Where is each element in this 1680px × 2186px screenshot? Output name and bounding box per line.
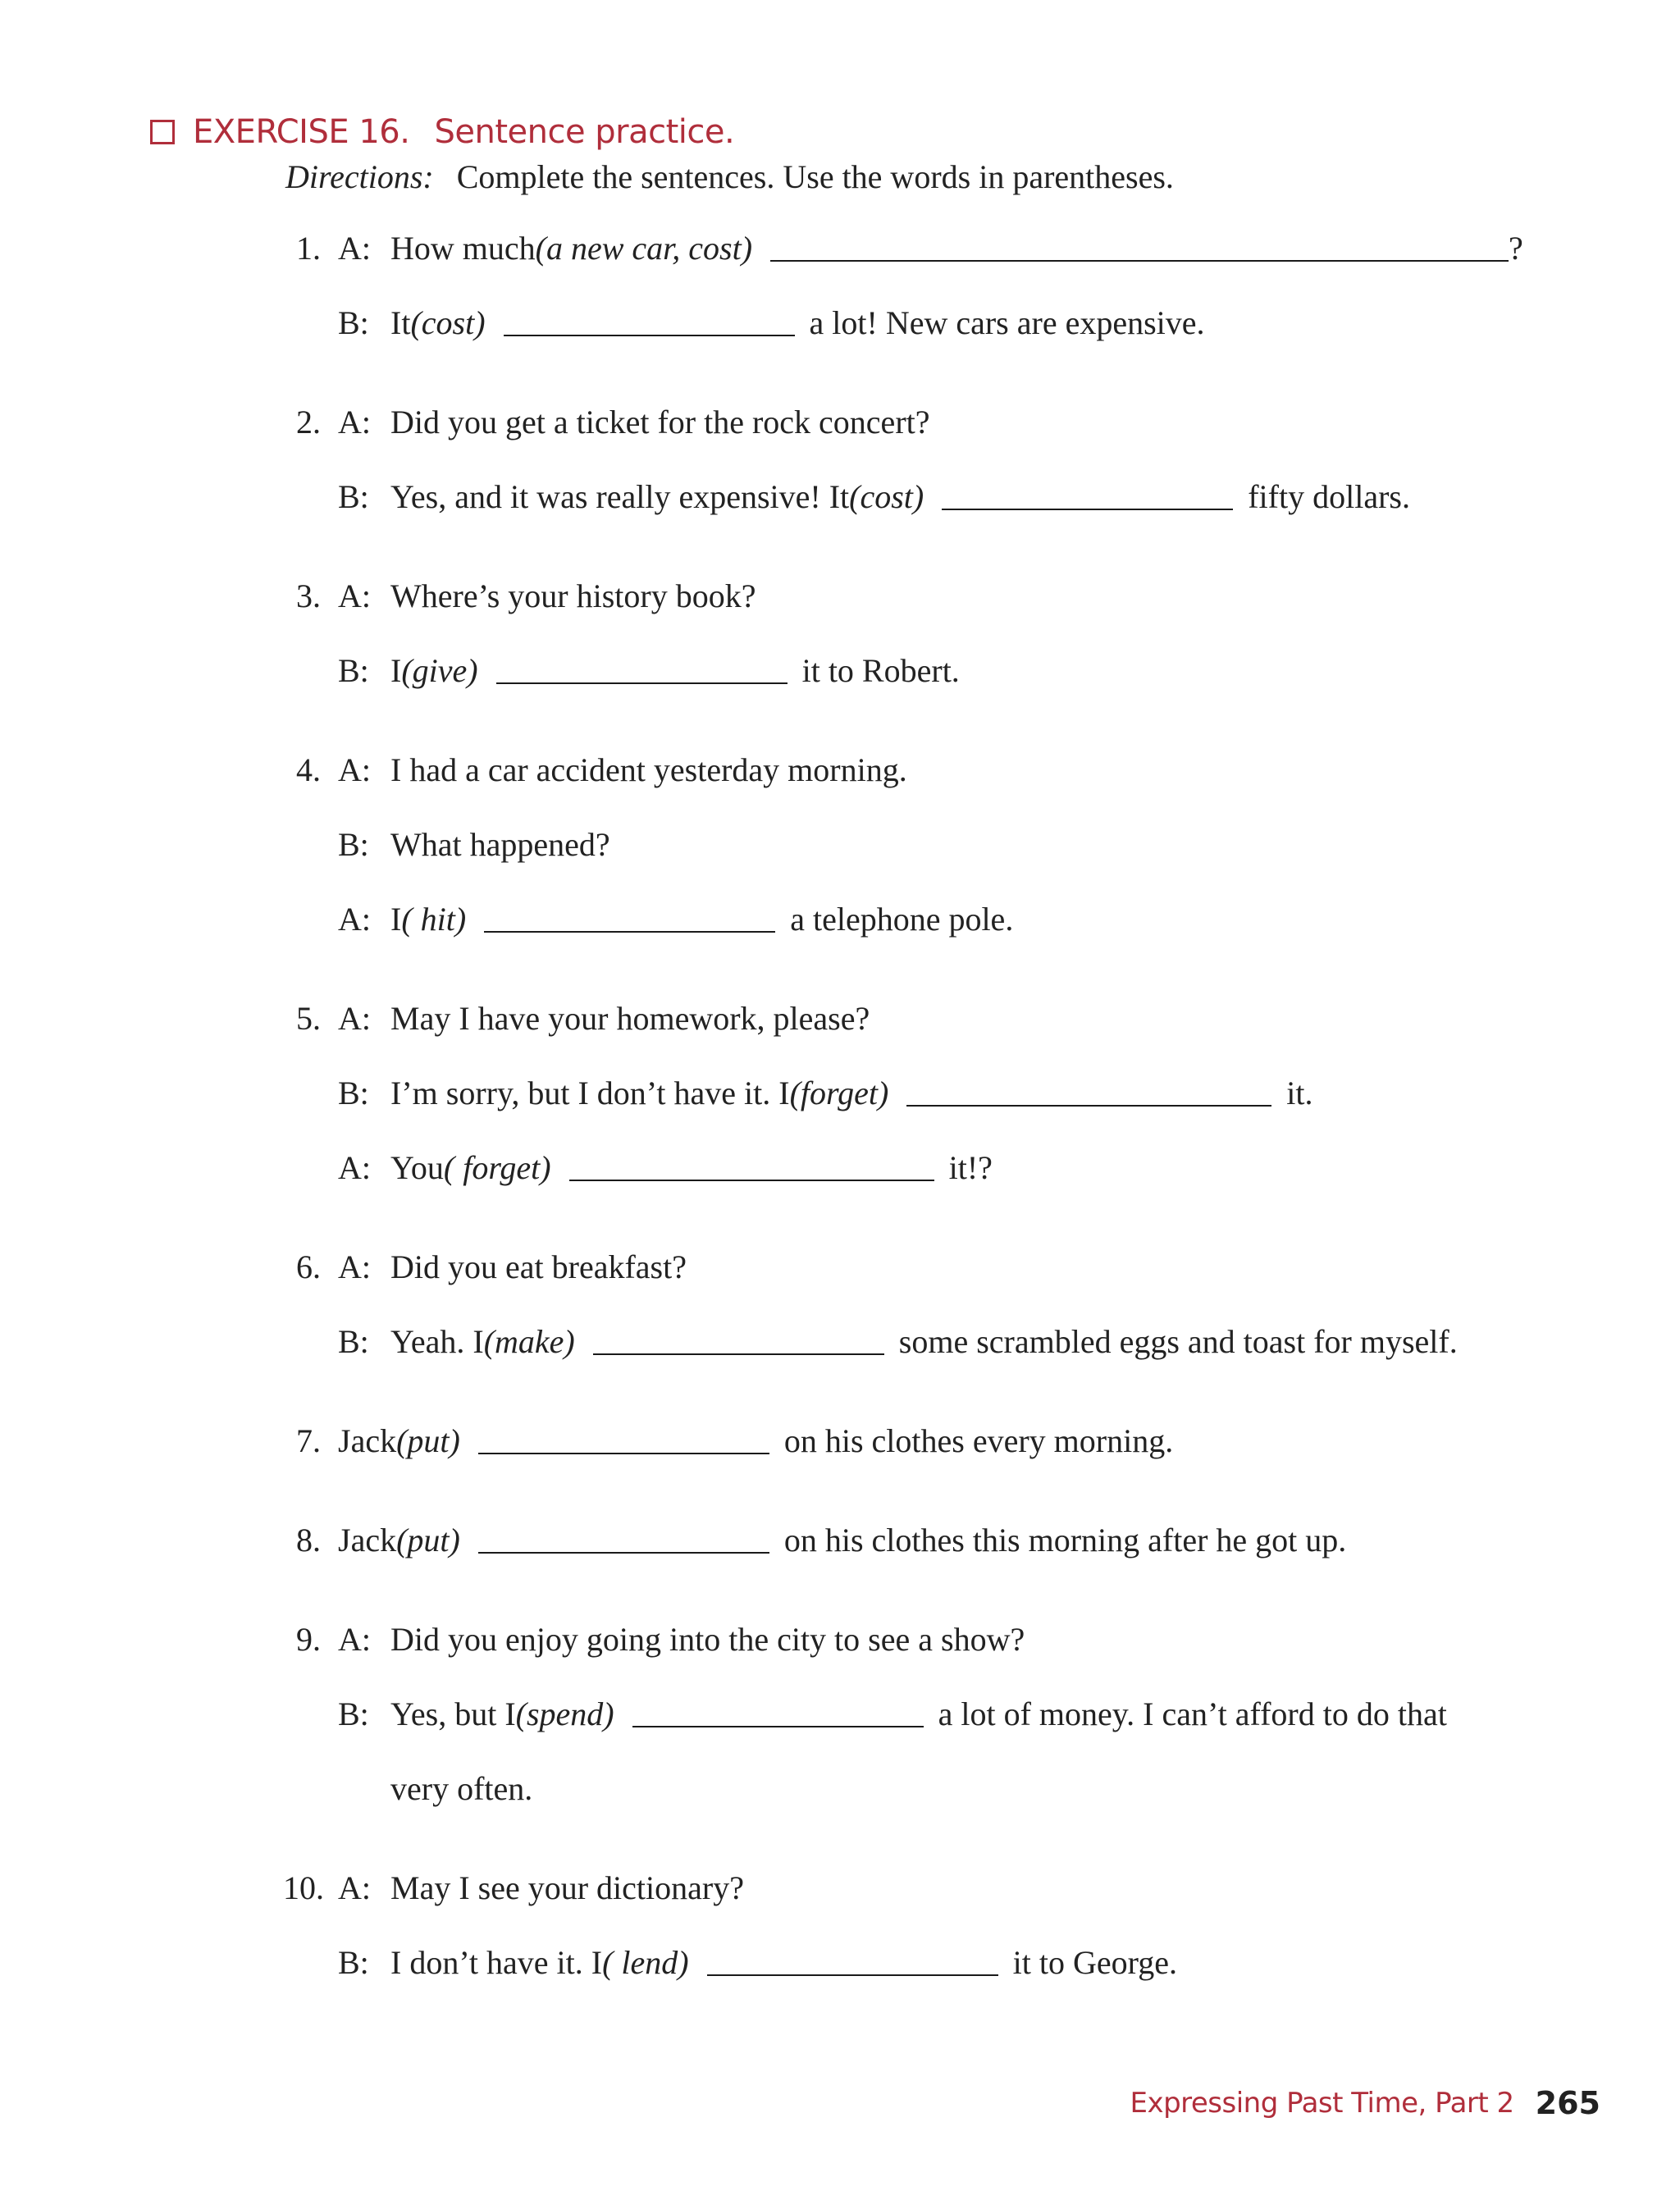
chapter-title: Expressing Past Time, Part 2 xyxy=(1130,2087,1514,2120)
item-number: 7. xyxy=(296,1422,321,1459)
dialogue-text: Did you enjoy going into the city to see a show? xyxy=(390,1620,1025,1658)
item-number: 4. xyxy=(296,751,321,788)
dialogue-text: Did you get a ticket for the rock concert? xyxy=(390,403,930,440)
speaker: B: xyxy=(338,1695,369,1732)
cue-words: (give) xyxy=(401,651,478,689)
after-text: a telephone pole. xyxy=(790,900,1014,938)
cue-words: (cost) xyxy=(410,303,486,341)
after-text: it!? xyxy=(948,1148,993,1186)
prompt-text: Yes, but I xyxy=(390,1695,516,1732)
speaker: A: xyxy=(338,1869,371,1906)
cue-words: (a new car, cost) xyxy=(535,229,753,267)
answer-blank[interactable] xyxy=(942,509,1233,510)
item-number: 9. xyxy=(296,1620,321,1658)
prompt-text: It xyxy=(390,303,411,341)
cue-words: (spend) xyxy=(515,1695,614,1732)
answer-blank[interactable] xyxy=(632,1726,924,1727)
speaker: A: xyxy=(338,751,371,788)
after-text: a lot! New cars are expensive. xyxy=(809,303,1205,341)
after-text: ? xyxy=(1509,229,1523,267)
speaker: A: xyxy=(338,1248,371,1285)
after-text: it to Robert. xyxy=(801,651,960,689)
item-number: 5. xyxy=(296,999,321,1037)
prompt-text: Jack xyxy=(338,1422,397,1459)
speaker: A: xyxy=(338,999,371,1037)
directions-text: Complete the sentences. Use the words in parentheses. xyxy=(456,157,1174,195)
exercise-header xyxy=(150,109,734,155)
dialogue-text: very often. xyxy=(390,1769,533,1807)
prompt-text: How much xyxy=(390,229,536,267)
speaker: B: xyxy=(338,1322,369,1360)
cue-words: (make) xyxy=(483,1322,575,1360)
answer-blank[interactable] xyxy=(906,1105,1271,1107)
dialogue-text: I had a car accident yesterday morning. xyxy=(390,751,907,788)
item-number: 1. xyxy=(296,229,321,267)
answer-blank[interactable] xyxy=(593,1353,884,1355)
prompt-text: Yes, and it was really expensive! It xyxy=(390,477,850,515)
dialogue-text: May I have your homework, please? xyxy=(390,999,870,1037)
cue-words: (cost) xyxy=(849,477,924,515)
exercise-title: Sentence practice. xyxy=(434,113,735,151)
cue-words: ( hit) xyxy=(401,900,467,938)
cue-words: ( lend) xyxy=(602,1943,689,1981)
cue-words: (put) xyxy=(396,1521,460,1558)
speaker: B: xyxy=(338,303,369,341)
item-number: 3. xyxy=(296,577,321,614)
after-text: fifty dollars. xyxy=(1248,477,1410,515)
prompt-text: I don’t have it. I xyxy=(390,1943,603,1981)
speaker: A: xyxy=(338,1148,371,1186)
prompt-text: I’m sorry, but I don’t have it. I xyxy=(390,1074,790,1111)
dialogue-text: Did you eat breakfast? xyxy=(390,1248,687,1285)
speaker: A: xyxy=(338,900,371,938)
directions xyxy=(285,155,1174,198)
speaker: A: xyxy=(338,577,371,614)
prompt-text: You xyxy=(390,1148,444,1186)
after-text: it to George. xyxy=(1012,1943,1177,1981)
speaker: B: xyxy=(338,651,369,689)
answer-blank[interactable] xyxy=(569,1180,934,1181)
prompt-text: I xyxy=(390,651,402,689)
answer-blank[interactable] xyxy=(707,1974,998,1976)
dialogue-text: May I see your dictionary? xyxy=(390,1869,744,1906)
prompt-text: Jack xyxy=(338,1521,397,1558)
cue-words: (put) xyxy=(396,1422,460,1459)
item-number: 10. xyxy=(283,1869,324,1906)
speaker: B: xyxy=(338,1943,369,1981)
answer-blank[interactable] xyxy=(770,260,1509,262)
speaker: B: xyxy=(338,825,369,863)
speaker: A: xyxy=(338,403,371,440)
answer-blank[interactable] xyxy=(484,931,775,933)
item-number: 6. xyxy=(296,1248,321,1285)
exercise-number: EXERCISE 16. xyxy=(193,113,410,151)
answer-blank[interactable] xyxy=(504,335,795,336)
item-number: 2. xyxy=(296,403,321,440)
answer-blank[interactable] xyxy=(478,1453,769,1454)
speaker: B: xyxy=(338,1074,369,1111)
dialogue-text: What happened? xyxy=(390,825,610,863)
directions-label: Directions: xyxy=(285,157,434,195)
page-footer xyxy=(1130,2080,1600,2126)
exercise-checkbox[interactable] xyxy=(150,120,175,144)
cue-words: ( forget) xyxy=(443,1148,551,1186)
speaker: A: xyxy=(338,229,371,267)
page-number: 265 xyxy=(1535,2085,1600,2121)
after-text: a lot of money. I can’t afford to do that xyxy=(938,1695,1447,1732)
answer-blank[interactable] xyxy=(496,682,788,684)
cue-words: (forget) xyxy=(789,1074,889,1111)
after-text: some scrambled eggs and toast for myself. xyxy=(898,1322,1458,1360)
speaker: A: xyxy=(338,1620,371,1658)
after-text: it. xyxy=(1286,1074,1313,1111)
speaker: B: xyxy=(338,477,369,515)
answer-blank[interactable] xyxy=(478,1552,769,1554)
dialogue-text: Where’s your history book? xyxy=(390,577,756,614)
after-text: on his clothes every morning. xyxy=(783,1422,1174,1459)
prompt-text: I xyxy=(390,900,402,938)
item-number: 8. xyxy=(296,1521,321,1558)
prompt-text: Yeah. I xyxy=(390,1322,484,1360)
after-text: on his clothes this morning after he got up. xyxy=(783,1521,1347,1558)
